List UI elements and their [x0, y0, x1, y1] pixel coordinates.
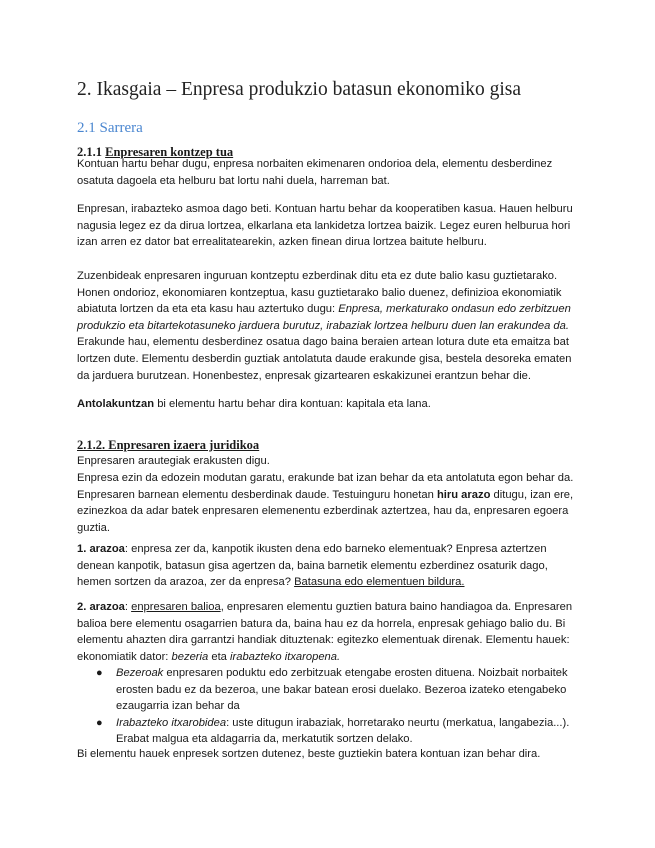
subsection-heading-legal: 2.1.2. Enpresaren izaera juridikoa	[77, 438, 260, 452]
section-heading: 2.1 Sarrera	[77, 120, 143, 136]
bullet-term: Irabazteko itxarobidea	[116, 716, 227, 729]
paragraph-organization	[77, 396, 582, 413]
paragraph-problems	[77, 470, 582, 536]
list-item	[77, 665, 582, 715]
problem-label: 2. arazoa	[77, 601, 125, 613]
problem-label: 1. arazoa	[77, 543, 125, 555]
bullet-term: Bezeroak	[116, 667, 164, 679]
definition-italic: Enpresa, merkaturako ondasun edo zerbitzuen produkzio eta bitartekotasuneko jarduera burutuz, irabaziak lortzea helburu duen lan erakundea da.	[77, 303, 571, 332]
paragraph-text: Zuzenbideak enpresaren inguruan kontzeptu ezberdinak ditu eta ez dute balio kasu guztietarako. Honen ondorioz, ekonomiaren kontzeptua, kasu guztietarako balio duenez, definizioa ekonomiatik abiatuta lortzen da eta eta kasu hau aztertuko dugu:	[77, 270, 562, 316]
closing-paragraph: Bi elementu hauek enpresek sortzen dutenez, beste guztiekin batera kontuan izan behar dira.	[77, 748, 541, 760]
bullet-icon: ●	[96, 667, 103, 679]
paragraph-definition	[77, 268, 582, 384]
paragraph-text: Enpresa ezin da edozein modutan garatu, erakunde bat izan behar da eta antolatuta egon behar da. Enpresaren barnean elementu desberdinak daude. Testuinguru honetan	[77, 472, 574, 501]
paragraph: Kontuan hartu behar dugu, enpresa norbaiten ekimenaren ondorioa dela, elementu desberdinez osatuta dagoela eta helburu bat lortu nahi duela, harreman bat.	[77, 158, 553, 187]
bold-term: Antolakuntzan	[77, 398, 155, 410]
subsection-title: Enpresaren kontzep tua	[105, 145, 234, 159]
paragraph-text: ditugu, izan ere, ezinezkoa da adar batek enpresaren elemenentu ezberdinak aztertzea, hau da, enpresaren egoera guztia.	[77, 488, 574, 534]
paragraph: Enpresan, irabazteko asmoa dago beti. Kontuan hartu behar da kooperatiben kasua. Hauen helburu nagusia legez ez da dirua lortzea, elkarlana eta lankidetza lortzea baizik. Legez euren helburua hori izan arren ez dator bat errealitatearekin, azken finean dirua lortzea baitute helburu.	[77, 203, 573, 249]
paragraph-text: bi elementu hartu behar dira kontuan: kapitala eta lana.	[157, 398, 431, 410]
bullet-text: : uste ditugun irabaziak, horretarako neurtu (merkatua, langabezia...). Erabat malgua eta aldagarria da, merkatutik sortzen delako.	[116, 716, 570, 746]
bold-term: hiru arazo	[436, 488, 491, 501]
underlined-term: enpresaren balioa	[131, 601, 221, 613]
bullet-list	[77, 665, 582, 748]
paragraph-text: eta	[211, 650, 227, 663]
paragraph-text: : enpresa zer da, kanpotik ikusten dena edo barneko elementuak? Enpresa aztertzen denean kanpotik, batasun gisa agertzen da, baina barnetik elementu ezberdinez osaturik dago, hemen sortzen da arazoa, zer da enpresa?	[77, 543, 548, 589]
subsection-number: 2.1.1	[77, 145, 102, 159]
bullet-text: enpresaren poduktu edo zerbitzuak etengabe erosten dituena. Noizbait norbaitek erosten badu ez da bezeroa, une bakar batean erosi duelako. Bezeroa izateko etengabeko ezaugarria izan behar da	[116, 667, 568, 713]
underlined-answer: Batasuna edo elementuen bildura.	[294, 576, 465, 589]
bullet-icon: ●	[96, 716, 103, 729]
paragraph-problem-2: 2. arazoa: enpresaren balioa, enpresaren elementu guztien batura baino handiagoa da. Enpresaren balioa bere elementu osagarrien batura da, baina hau ez da horrela, enpresak gehiago balio du. Bi elementu ahazten dira garrantzi handiak dituztenak: egitezko elementuak direnak. Elementu hauek: ekonomiatik dator: bezeria eta irabazteko itxaropena.	[77, 601, 573, 663]
italic-term: irabazteko itxaropena.	[230, 650, 341, 663]
italic-term: bezeria	[171, 650, 209, 663]
paragraph-text: Erakunde hau, elementu desberdinez osatua dago baina beraien artean lotura dute eta emaitza bat lortzen dute. Elementu desberdin guztiak antolatuta daude erakunde gisa, bestela desoreka ematen da jarduera burutzean. Honenbestez, enpresak gizartearen eskakizunei erantzun behar die.	[77, 336, 572, 382]
paragraph-problem-1	[77, 541, 582, 591]
paragraph-text: , enpresaren elementu guztien batura baino handiagoa da. Enpresaren balioa bere elementu osagarrien batura da, baina hau ez da horrela, enpresak gehiago balio du. Bi elementu ahazten dira garrantzi handiak dituztenak: egitezko elementuak direnak. Elementu hauek: ekonomiatik dator:	[77, 601, 573, 663]
paragraph: Enpresaren arautegiak erakusten digu.	[77, 455, 270, 467]
list-item	[77, 715, 582, 748]
page-title: 2. Ikasgaia – Enpresa produkzio batasun ekonomiko gisa	[77, 79, 522, 100]
